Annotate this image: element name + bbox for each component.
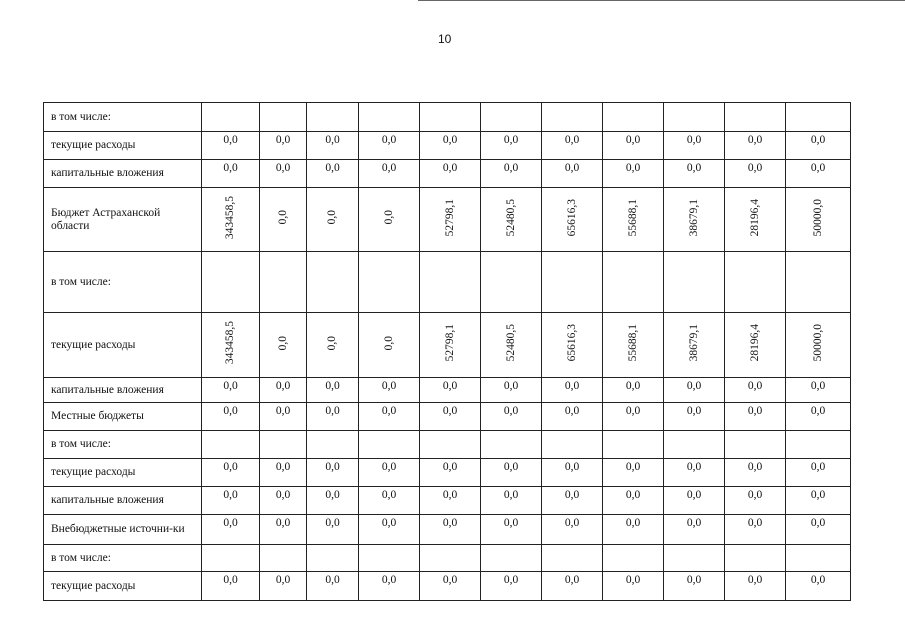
value-cell: 0,0 [260,515,307,545]
value-cell: 0,0 [603,515,664,545]
value-cell: 0,0 [786,459,851,487]
value-cell: 0,0 [307,403,359,431]
row-label: Местные бюджеты [44,403,202,431]
row-label: в том числе: [44,545,202,572]
value-cell: 0,0 [725,459,786,487]
row-label: в том числе: [44,431,202,459]
value-text: 28196,4 [748,198,761,237]
table-row [44,403,851,431]
value-cell [307,252,359,313]
value-cell [786,252,851,313]
value-cell: 0,0 [420,459,481,487]
value-cell: 0,0 [307,160,359,188]
value-cell [786,188,851,252]
value-cell [481,545,542,572]
value-cell [359,188,420,252]
value-cell: 0,0 [542,132,603,160]
value-cell [420,252,481,313]
value-cell [786,545,851,572]
value-cell: 0,0 [725,403,786,431]
value-cell [260,431,307,459]
row-label: в том числе: [44,103,202,132]
value-cell [603,545,664,572]
value-cell [420,313,481,378]
value-cell [307,103,359,132]
value-cell: 0,0 [260,378,307,403]
value-cell [202,313,260,378]
value-cell [603,431,664,459]
value-text: 0,0 [382,335,395,351]
value-cell [664,431,725,459]
table-row [44,160,851,188]
value-text: 65616,3 [565,324,578,362]
value-cell [664,252,725,313]
value-text: 50000,0 [811,324,824,362]
value-cell: 0,0 [786,403,851,431]
value-cell: 0,0 [786,572,851,601]
value-cell: 0,0 [603,160,664,188]
value-cell [202,431,260,459]
row-label: капитальные вложения [44,378,202,403]
value-cell: 0,0 [307,132,359,160]
value-cell [307,188,359,252]
value-cell [420,545,481,572]
value-cell [481,103,542,132]
value-cell [786,103,851,132]
value-cell: 0,0 [202,515,260,545]
value-cell [260,252,307,313]
value-cell: 0,0 [542,403,603,431]
value-text: 28196,4 [748,324,761,362]
value-text: 52798,1 [443,324,456,362]
value-cell: 0,0 [420,572,481,601]
value-cell: 0,0 [260,160,307,188]
value-cell: 0,0 [307,572,359,601]
value-cell [542,545,603,572]
table-row [44,459,851,487]
value-cell [664,188,725,252]
value-text: 0,0 [276,210,289,225]
value-cell [260,313,307,378]
value-cell: 0,0 [202,378,260,403]
value-cell: 0,0 [260,403,307,431]
value-cell [725,188,786,252]
row-label: текущие расходы [44,459,202,487]
value-cell [542,252,603,313]
value-cell: 0,0 [359,515,420,545]
value-cell [260,545,307,572]
value-cell [307,431,359,459]
value-cell [725,313,786,378]
table-row [44,378,851,403]
value-cell: 0,0 [725,515,786,545]
value-cell: 0,0 [481,378,542,403]
value-cell: 0,0 [420,487,481,515]
value-text: 343458,5 [224,195,236,240]
value-cell: 0,0 [542,378,603,403]
table-row [44,132,851,160]
value-cell [202,545,260,572]
value-cell: 0,0 [603,459,664,487]
value-text: 0,0 [326,210,338,225]
value-cell: 0,0 [786,160,851,188]
value-cell: 0,0 [420,515,481,545]
value-cell [542,103,603,132]
value-cell: 0,0 [603,572,664,601]
value-cell [481,431,542,459]
value-cell [725,103,786,132]
value-cell: 0,0 [481,403,542,431]
value-text: 55688,1 [626,198,639,237]
value-cell: 0,0 [202,487,260,515]
value-cell: 0,0 [664,160,725,188]
row-label: текущие расходы [44,572,202,601]
value-cell: 0,0 [725,572,786,601]
value-cell: 0,0 [260,459,307,487]
value-cell: 0,0 [603,378,664,403]
value-cell [307,313,359,378]
row-label: в том числе: [44,252,202,313]
value-cell: 0,0 [202,132,260,160]
value-cell [202,188,260,252]
value-cell [202,103,260,132]
value-cell: 0,0 [664,572,725,601]
value-text: 0,0 [382,210,395,225]
value-cell: 0,0 [359,572,420,601]
value-cell [481,313,542,378]
value-cell [481,252,542,313]
value-cell: 0,0 [542,487,603,515]
table-row [44,515,851,545]
top-rule [418,0,905,1]
row-label: капитальные вложения [44,487,202,515]
value-cell: 0,0 [202,160,260,188]
value-cell [725,252,786,313]
value-cell [664,103,725,132]
table-row [44,188,851,252]
value-cell: 0,0 [725,132,786,160]
table-row [44,313,851,378]
value-text: 52798,1 [443,198,456,237]
value-cell: 0,0 [359,132,420,160]
row-label: капитальные вложения [44,160,202,188]
value-cell [359,103,420,132]
value-cell [420,431,481,459]
value-cell: 0,0 [481,572,542,601]
value-cell: 0,0 [420,160,481,188]
value-cell [786,313,851,378]
value-cell: 0,0 [603,403,664,431]
value-cell [603,103,664,132]
value-cell: 0,0 [786,515,851,545]
value-cell: 0,0 [260,132,307,160]
value-cell [725,545,786,572]
value-text: 50000,0 [811,198,824,237]
value-cell [542,313,603,378]
budget-table [43,102,851,601]
value-cell: 0,0 [359,459,420,487]
value-cell [359,545,420,572]
value-cell: 0,0 [202,403,260,431]
value-text: 0,0 [276,335,289,351]
value-cell: 0,0 [260,487,307,515]
table-row [44,431,851,459]
value-cell [420,188,481,252]
value-text: 38679,1 [687,198,700,237]
value-cell [481,188,542,252]
value-cell: 0,0 [307,459,359,487]
value-cell: 0,0 [542,459,603,487]
value-cell: 0,0 [786,487,851,515]
value-cell: 0,0 [307,487,359,515]
value-cell [603,188,664,252]
value-cell: 0,0 [481,515,542,545]
value-cell: 0,0 [725,160,786,188]
row-label: Внебюджетные источни-ки [44,515,202,545]
value-text: 38679,1 [687,324,700,362]
value-cell: 0,0 [603,132,664,160]
value-cell: 0,0 [542,572,603,601]
row-label: текущие расходы [44,313,202,378]
value-cell: 0,0 [202,459,260,487]
value-cell: 0,0 [359,403,420,431]
row-label: Бюджет Астраханской области [44,188,202,252]
value-text: 52480,5 [504,198,517,237]
value-text: 55688,1 [626,324,639,362]
value-cell [359,313,420,378]
value-cell [664,313,725,378]
value-cell [664,545,725,572]
value-cell: 0,0 [307,515,359,545]
value-cell: 0,0 [420,378,481,403]
value-cell: 0,0 [664,378,725,403]
value-cell: 0,0 [664,459,725,487]
table-row [44,545,851,572]
value-cell: 0,0 [202,572,260,601]
value-cell [603,313,664,378]
table-row [44,572,851,601]
table-row [44,252,851,313]
value-cell [307,545,359,572]
value-text: 0,0 [326,335,338,351]
value-cell: 0,0 [481,459,542,487]
value-cell [359,431,420,459]
value-cell: 0,0 [542,160,603,188]
value-cell [202,252,260,313]
value-cell: 0,0 [420,132,481,160]
value-cell [542,188,603,252]
value-cell [725,431,786,459]
value-cell: 0,0 [664,132,725,160]
row-label: текущие расходы [44,132,202,160]
value-cell [603,252,664,313]
value-text: 65616,3 [565,198,578,237]
value-cell: 0,0 [603,487,664,515]
table-row [44,103,851,132]
value-cell: 0,0 [359,160,420,188]
value-cell: 0,0 [664,515,725,545]
value-cell: 0,0 [481,487,542,515]
value-cell: 0,0 [420,403,481,431]
value-cell: 0,0 [786,132,851,160]
value-cell: 0,0 [307,378,359,403]
value-cell [359,252,420,313]
table-row [44,487,851,515]
value-cell [260,103,307,132]
value-cell [542,431,603,459]
value-text: 343458,5 [224,321,236,365]
value-cell: 0,0 [725,378,786,403]
value-cell [260,188,307,252]
value-cell: 0,0 [725,487,786,515]
page-number: 10 [438,32,452,46]
value-cell: 0,0 [664,403,725,431]
value-text: 52480,5 [504,324,517,362]
value-cell [786,431,851,459]
value-cell: 0,0 [359,487,420,515]
value-cell: 0,0 [359,378,420,403]
value-cell [420,103,481,132]
value-cell: 0,0 [542,515,603,545]
value-cell: 0,0 [481,160,542,188]
value-cell: 0,0 [786,378,851,403]
value-cell: 0,0 [260,572,307,601]
value-cell: 0,0 [664,487,725,515]
value-cell: 0,0 [481,132,542,160]
